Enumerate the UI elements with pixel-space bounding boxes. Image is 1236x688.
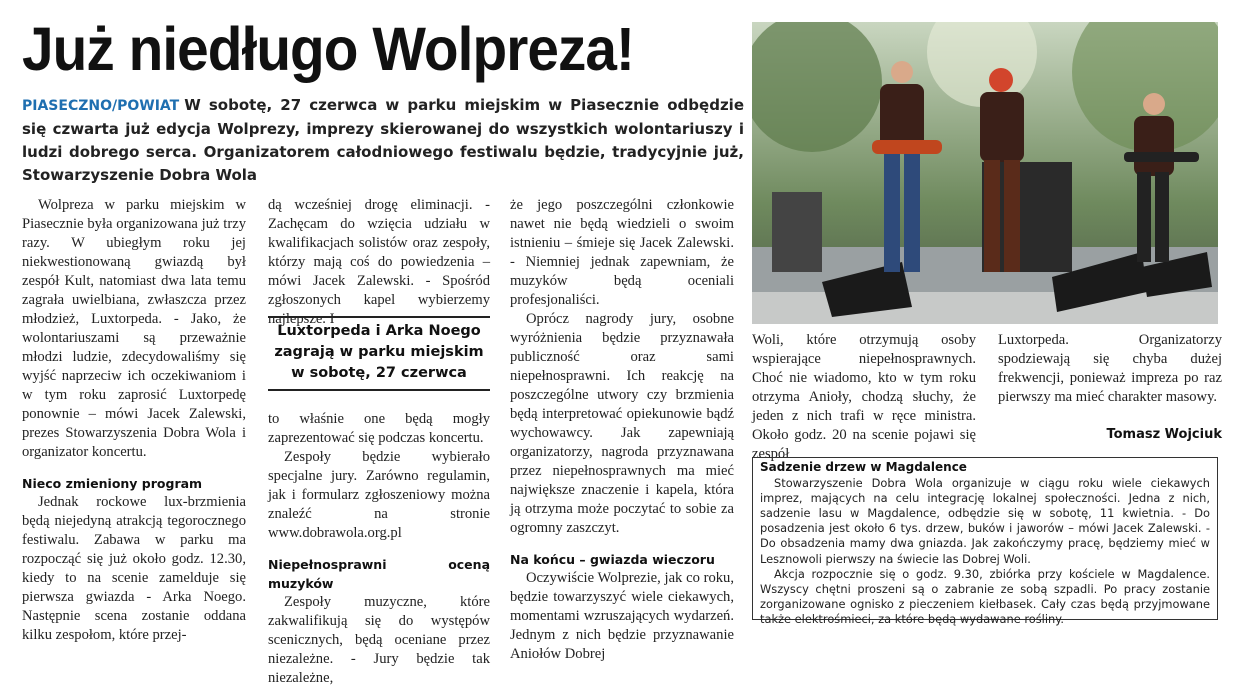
location-kicker: PIASECZNO/POWIAT <box>22 98 180 114</box>
lead-paragraph <box>22 94 744 187</box>
subheading: Na końcu – gwiazda wieczoru <box>510 552 715 567</box>
subheading: Niepełnosprawni oceną muzyków <box>268 557 490 591</box>
pull-quote: Luxtorpeda i Arka Noego zagrają w parku miejskim w sobotę, 27 czerwca <box>268 316 490 391</box>
lead-text: W sobotę, 27 czerwca w parku miejskim w Piasecznie odbędzie się czwarta już edycja Wolprezy, imprezy skierowanej do wszystkich wolontariuszy i ludzi dobrego serca. Organizatorem całodniowego festiwalu będzie, tradycyjnie już, Stowarzyszenie Dobra Wola <box>22 96 744 184</box>
sidebar-paragraph: Akcja rozpocznie się o godz. 9.30, zbiórka przy kościele w Magdalence. Wszyscy chętni proszeni są o zabranie ze sobą szpadli. Po pracy zostanie zorganizowane ognisko z pieczeniem kiełbasek. Cały czas będą przyjmowane także elektrośmieci, za które będą wydawane rośliny. <box>760 566 1210 626</box>
band-on-stage-image <box>752 22 1218 324</box>
paragraph: Woli, które otrzymują osoby wspierające niepełnosprawnych. Choć nie wiadomo, kto w tym roku otrzyma Anioły, chodzą słuchy, że jeden z nich trafi w ręce ministra. Około godz. 20 na scenie pojawi się zespół <box>752 332 976 462</box>
sidebar-box <box>752 457 1218 626</box>
column-1 <box>22 196 246 645</box>
paragraph: Wolpreza w parku miejskim w Piasecznie była organizowana już trzy razy. W ubiegłym roku jej niekwestionowaną gwiazdą był zespół Kult, natomiast dwa lata temu zagrała uwielbiana, zwłaszcza przez młodzież, Luxtorpeda. - Jako, że wolontariuszami są przeważnie młodzi ludzie, zdecydowaliśmy się wyjść naprzeciw ich oczekiwaniom i w tym roku zaprosić Luxtorpedę ponownie – mówi Jacek Zalewski, prezes Stowarzyszenia Dobra Wola i organizator koncertu. <box>22 197 246 460</box>
paragraph: Jednak rockowe lux-brzmienia będą niejedyną atrakcją tegorocznego festiwalu. Zabawa w parku ma rozpocząć się już około godz. 12.30, kiedy to na scenie zamelduje się pierwsza gwiazda - Arka Noego. Następnie scena zostanie oddana kilku zespołom, które przej- <box>22 494 246 643</box>
column-2-bottom <box>268 410 490 688</box>
headline: Już niedługo Wolpreza! <box>22 15 634 83</box>
paragraph: to właśnie one będą mogły zaprezentować się podczas koncertu. <box>268 411 490 446</box>
author-byline: Tomasz Wojciuk <box>1106 427 1222 442</box>
paragraph: dą wcześniej drogę eliminacji. - Zachęcam do wzięcia udziału w kwalifikacjach solistów oraz zespoły, którzy mają coś do powiedzenia – mówi Jacek Zalewski. - Spośród zgłoszonych kapel wybierzemy najlepsze. I <box>268 197 490 327</box>
paragraph: Luxtorpeda. Organizatorzy spodziewają się chyba dużej frekwencji, ponieważ impreza po raz pierwszy ma mieć charakter masowy. <box>998 332 1222 405</box>
subheading: Nieco zmieniony program <box>22 476 203 491</box>
paragraph: że jego poszczególni członkowie nawet nie będą wiedzieli o swoim istnieniu – śmieje się Jacek Zalewski. - Niemniej jednak zapewniam, że muzyków będą oceniali profesjonaliści. <box>510 197 734 308</box>
sidebar-paragraph: Stowarzyszenie Dobra Wola organizuje w ciągu roku wiele ciekawych imprez, mających na celu integrację lokalnej społeczności. Jedna z nich, sadzenie lasu w Magdalence, odbędzie się w sobotę, 11 kwietnia. - Do posadzenia jest około 6 tys. drzew, buków i jaworów – mówi Jacek Zalewski. - Do obsadzenia mamy dwa gniazda. Jak zakończymy pracę, będziemy mieć w Lesznowoli pierwszy na świecie las Dobrej Woli. <box>760 476 1210 566</box>
concert-photo <box>752 22 1218 324</box>
sidebar-title: Sadzenie drzew w Magdalence <box>760 460 967 474</box>
paragraph: Oprócz nagrody jury, osobne wyróżnienia będzie przyznawała publiczność oraz sami niepełnosprawni. Ich reakcję na poszczególne utwory czy brzmienia będą interpretować opiekunowie bądź wychowawcy. Jak zapewniają organizatorzy, nagroda przyznawana przez niepełnosprawnych ma mieć największe znaczenie i kapela, która ją otrzyma może poczytać to sobie za ogromny zaszczyt. <box>510 311 734 536</box>
paragraph: Zespoły muzyczne, które zakwalifikują się do występów scenicznych, będą oceniane przez niezależne. - Jury będzie tak niezależne, <box>268 594 490 686</box>
paragraph: Zespoły będzie wybierało specjalne jury. Zarówno regulamin, jak i formularz zgłoszeniowy można znaleźć na stronie www.dobrawola.org.pl <box>268 449 490 541</box>
column-4 <box>752 331 976 464</box>
column-2-top <box>268 196 490 329</box>
column-3 <box>510 196 734 664</box>
paragraph: Oczywiście Wolprezie, jak co roku, będzie towarzyszyć wiele ciekawych, momentami wzruszających wydarzeń. Jednym z nich będzie przyznawanie Aniołów Dobrej <box>510 570 734 662</box>
column-5 <box>998 331 1222 407</box>
